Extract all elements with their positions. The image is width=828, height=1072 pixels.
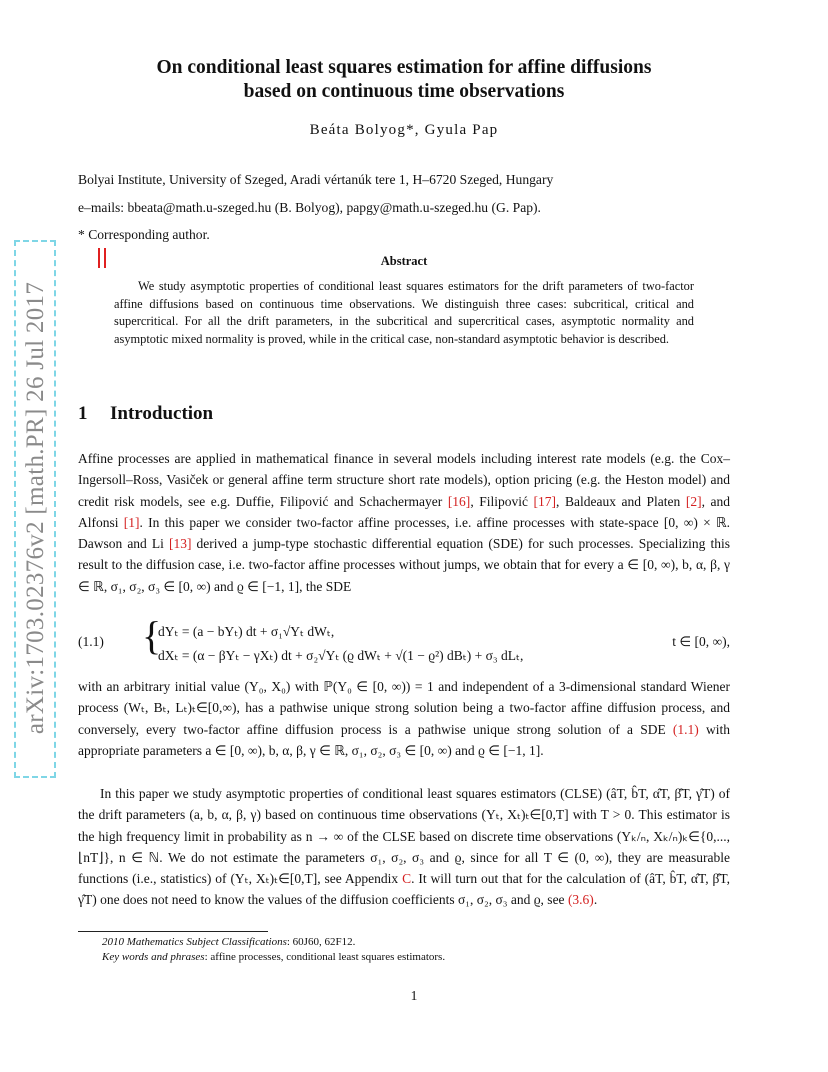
footnote-keywords-label: Key words and phrases: [102, 951, 205, 963]
footnote-msc-label: 2010 Mathematics Subject Classifications: [102, 936, 287, 948]
citation-13[interactable]: [13]: [168, 536, 192, 552]
page-number: 1: [410, 988, 418, 1003]
footnote-msc: [102, 936, 730, 948]
paragraph-2: [78, 676, 730, 761]
citation-1[interactable]: [1]: [123, 514, 140, 530]
para1-text-a: Affine processes are applied in mathematical finance in several models including interest rate models (e.g. the Cox–Ingersoll–Ross, Vasiček or general affine term structure short rate models), option pricing (e.g. the Heston model) and credit risk models, see e.g. Duffie, Filipović and Schachermayer: [78, 451, 730, 509]
para1-text-b: , Filipović: [470, 493, 534, 509]
paragraph-1: [78, 448, 730, 597]
para2-text-b: with appropriate parameters a ∈ [0, ∞), b, α, β, γ ∈ ℝ, σ₁, σ₂, σ₃ ∈ [0, ∞) and ϱ ∈ [−1, 1].: [78, 721, 730, 758]
para1-text-d: , and Alfonsi: [78, 493, 730, 530]
footnote-keywords-value: : affine processes, conditional least squares estimators.: [204, 951, 446, 963]
footnote-keywords: [102, 951, 730, 963]
abstract-text: We study asymptotic properties of conditional least squares estimators for the drift parameters of two-factor affine diffusions based on continuous time observations. We distinguish three cases: subcritical, critical and supercritical. For all the drift parameters, in the subcritical and supercritical cases, asymptotic normality and asymptotic mixed normality is proved, while in the critical case, non-standard asymptotic behavior is described.: [114, 279, 694, 346]
equation-ref-3-6[interactable]: (3.6): [567, 892, 594, 908]
arxiv-stamp[interactable]: [14, 240, 58, 780]
paragraph-3: [78, 783, 730, 911]
paper-title: [78, 56, 730, 104]
para3-text-c: .: [593, 892, 598, 908]
abstract-heading: Abstract: [380, 254, 428, 268]
equation-line-1: dYₜ = (a − bYₜ) dt + σ₁√Yₜ dWₜ,: [158, 624, 335, 639]
equation-range: t ∈ [0, ∞),: [672, 634, 730, 649]
authors: Beáta Bolyog*, Gyula Pap: [309, 122, 499, 138]
section-heading: [78, 403, 213, 425]
section-title: Introduction: [110, 403, 214, 424]
footnote-msc-value: : 60J60, 62F12.: [286, 936, 356, 948]
para1-text-e: . In this paper we consider two-factor affine processes, i.e. affine processes with state-space [0, ∞) × ℝ. Dawson and Li: [78, 514, 731, 552]
equation-label: (1.1): [78, 634, 104, 649]
corresponding-author-note: * Corresponding author.: [78, 227, 210, 242]
title-line-1: On conditional least squares estimation for affine diffusions: [156, 57, 652, 78]
citation-16[interactable]: [16]: [447, 493, 471, 509]
section-number: 1: [78, 403, 88, 424]
citation-2[interactable]: [2]: [685, 493, 702, 509]
title-line-2: based on continuous time observations: [243, 81, 565, 102]
equation-1-1: [78, 613, 730, 668]
para1-text-c: , Baldeaux and Platen: [556, 493, 686, 509]
abstract: [114, 278, 694, 348]
equation-ref-1-1[interactable]: (1.1): [672, 721, 699, 737]
equation-line-2: dXₜ = (α − βYₜ − γXₜ) dt + σ₂√Yₜ (ϱ dWₜ + √(1 − ϱ²) dBₜ) + σ₃ dLₜ,: [158, 648, 524, 663]
para3-text-a: In this paper we study asymptotic properties of conditional least squares estimators (CLSE) (âT, b̂T, α̂T, β̂T, γ̂T) of the drift parameters (a, b, α, β, γ) based on continuous time observations (Yₜ, Xₜ)ₜ∈[0,T] with T > 0. This estimator is the high frequency limit in probability as n → ∞ of the CLSE based on discrete time observations (Yₖ/ₙ, Xₖ/ₙ)ₖ∈{0,...,⌊nT⌋}, n ∈ ℕ. We do not estimate the parameters σ₁, σ₂, σ₃ and ϱ, since for all T ∈ (0, ∞), they are measurable functions (i.e., statistics) of (Yₜ, Xₜ)ₜ∈[0,T], see Appendix: [78, 786, 730, 887]
equation-lines: [158, 620, 523, 668]
emails: e–mails: bbeata@math.u-szeged.hu (B. Bolyog), papgy@math.u-szeged.hu (G. Pap).: [78, 200, 541, 215]
para3-text-b: . It will turn out that for the calculation of (âT, b̂T, α̂T, β̂T, γ̂T) one does not need to know the values of the diffusion coefficients σ₁, σ₂, σ₃ and ϱ, see: [78, 871, 730, 908]
equation-brace: {: [142, 613, 162, 658]
affiliation: Bolyai Institute, University of Szeged, Aradi vértanúk tere 1, H–6720 Szeged, Hungary: [78, 172, 554, 187]
para1-text-f: derived a jump-type stochastic differential equation (SDE) for such processes. Specializing this result to the diffusion case, i.e. two-factor affine processes without jumps, we obtain that for every a ∈ [0, ∞), b, α, β, γ ∈ ℝ, σ₁, σ₂, σ₃ ∈ [0, ∞) and ϱ ∈ [−1, 1], the SDE: [78, 536, 731, 594]
appendix-ref-c[interactable]: C: [402, 871, 412, 887]
para2-text-a: with an arbitrary initial value (Y₀, X₀) with ℙ(Y₀ ∈ [0, ∞)) = 1 and independent of a 3-dimensional standard Wiener process (Wₜ, Bₜ, Lₜ)ₜ∈[0,∞), has a pathwise unique strong solution being a two-factor affine diffusion process, and conversely, every two-factor affine diffusion process is a pathwise unique strong solution of a SDE: [78, 679, 730, 737]
citation-17[interactable]: [17]: [533, 493, 557, 509]
footnote-rule: [78, 931, 268, 932]
arxiv-stamp-text[interactable]: arXiv:1703.02376v2 [math.PR] 26 Jul 2017: [22, 281, 49, 735]
